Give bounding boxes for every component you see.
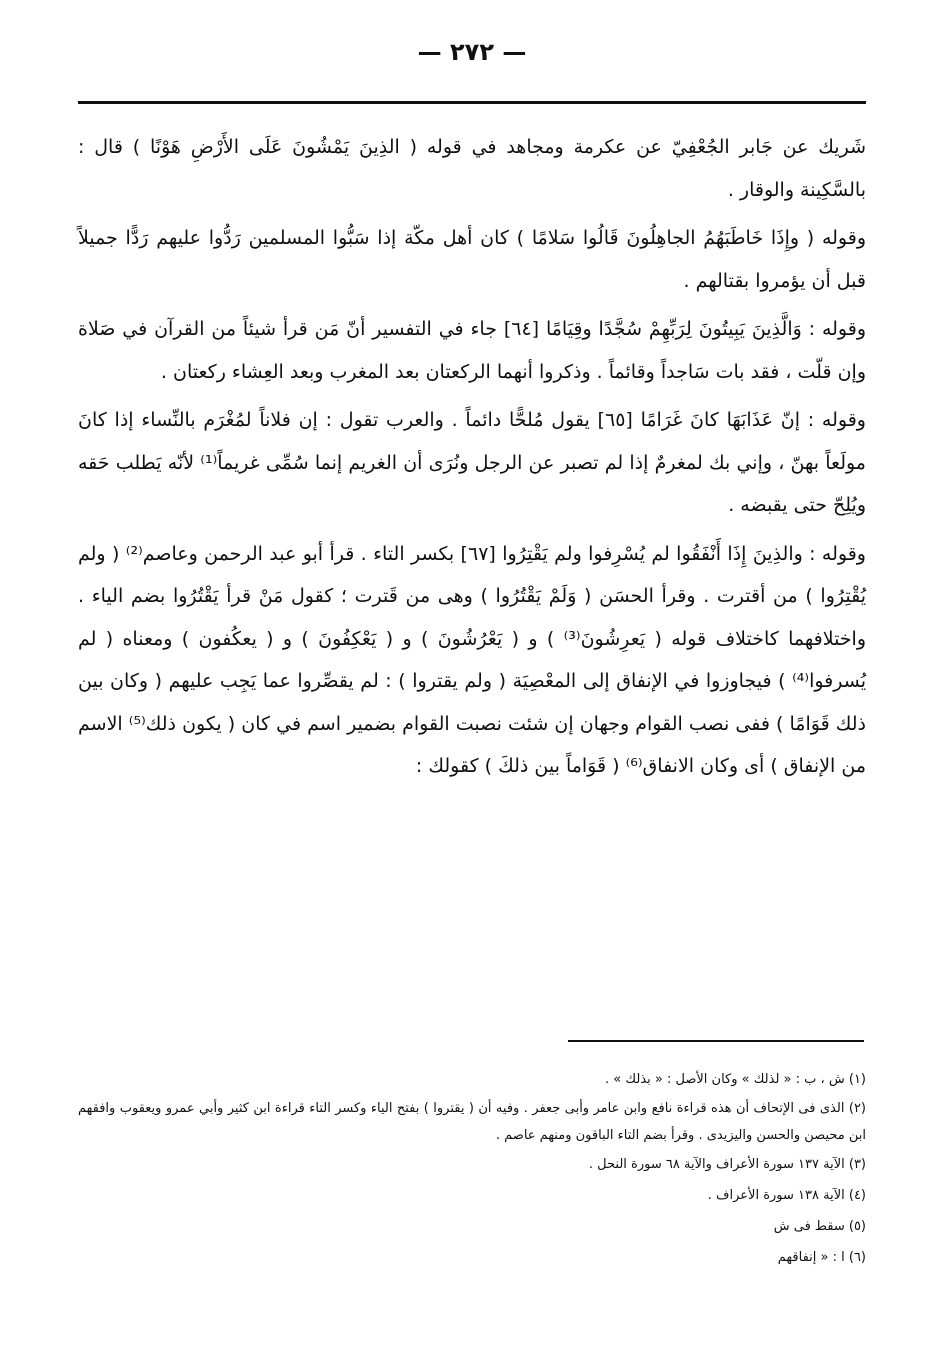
footnote-6: (٦) ا : « إنفاقهم [777, 1250, 866, 1265]
paragraph-5: وقوله : والذِينَ إِذَا أَنْفَقُوا لم يُسْرِفوا ولم يَقْتِرُوا [٦٧] بكسر التاء . قرأ أبو عبد الرحمن وعاصم⁽²⁾ ( ولم يُقْتِرُوا ) من أقترت . وقرأ الحسَن ( وَلَمْ يَقْتُرُوا ) وهى من قَترت ؛ كقول مَنْ قرأ يَقْتُرُوا بضم الياء . واختلافهما كاختلاف قوله ( يَعرِشُونَ⁽³⁾ ) و ( يَعْرُشُونَ ) و ( يَعْكِفُونَ ) و ( يعكُفون ) ومعناه ( لم يُسرفوا⁽⁴⁾ ) فيجاوزوا في الإنفاق إلى المعْصِيَة ( ولم يقتروا ) : لم يقصِّروا عما يَجِب عليهم ( وكان بين ذلك قَوَامًا ) ففى نصب القوام وجهان إن شئت نصبت القوام بضمير اسم في كان ( يكون ذلك⁽⁵⁾ الاسم من الإنفاق ) أى وكان الانفاق⁽⁶⁾ ( قَوَاماً بين ذلكَ ) كقولك : [78, 542, 867, 777]
footnote-separator [568, 1040, 864, 1042]
paragraph-4: وقوله : إنّ عَذَابَهَا كانَ غَرَامًا [٦٥] يقول مُلحًّا دائماً . والعرب تقول : إن فلاناً لمُغْرَم بالنِّساء إذا كانَ مولَعاً بهنّ ، وإني بك لمغرمٌ إذا لم تصبر عن الرجل ونُرَى أن الغريم إنما سُمِّى غريماً⁽¹⁾ لأنّه يَطلب حَقه ويُلِحّ حتى يقبضه . [78, 409, 866, 516]
footnote-2: (٢) الذى فى الإتحاف أن هذه قراءة نافع وابن عامر وأبى جعفر . وفيه أن ( يقتروا ) بفتح الياء وكسر التاء قراءة ابن كثير وأبي عمرو ويعقوب وافقهم ابن محيصن والحسن واليزيدى . وقرأ بضم التاء الباقون ومنهم عاصم . [78, 1101, 866, 1143]
page-number: — ٢٧٢ — [417, 38, 527, 66]
main-text [78, 126, 866, 794]
footnote-1: (١) ش ، ب : « لذلك » وكان الأصل : « بذلك » . [605, 1072, 866, 1087]
paragraph-3: وقوله : وَالَّذِينَ يَبِيتُونَ لِرَبِّهِمْ سُجَّدًا وقِيَامًا [٦٤] جاء في التفسير أنّ مَن قرأ شيئاً من القرآن في صَلاة وإن قلّت ، فقد بات سَاجداً وقائماً . وذكروا أنهما الركعتان بعد المغرب وبعد العِشاء ركعتان . [78, 318, 866, 383]
paragraph-2: وقوله ( وإِذَا خَاطَبَهُمُ الجاهِلُونَ قَالُوا سَلامًا ) كان أهل مكّة إذا سَبُّوا المسلمين رَدُّوا عليهم رَدًّا جميلاً قبل أن يؤمروا بقتالهم . [78, 227, 866, 292]
paragraph-1: شَريك عن جَابر الجُعْفِيّ عن عكرمة ومجاهد في قوله ( الذِينَ يَمْشُونَ عَلَى الأَرْضِ هَوْنًا ) قال : بالسَّكِينة والوقار . [78, 136, 866, 201]
footnote-5: (٥) سقط فى ش [773, 1219, 866, 1234]
footnote-4: (٤) الآية ١٣٨ سورة الأعراف . [707, 1188, 866, 1203]
header-rule [78, 101, 866, 104]
footnote-3: (٣) الآية ١٣٧ سورة الأعراف والآية ٦٨ سورة النحل . [588, 1157, 866, 1172]
footnotes [78, 1064, 866, 1273]
